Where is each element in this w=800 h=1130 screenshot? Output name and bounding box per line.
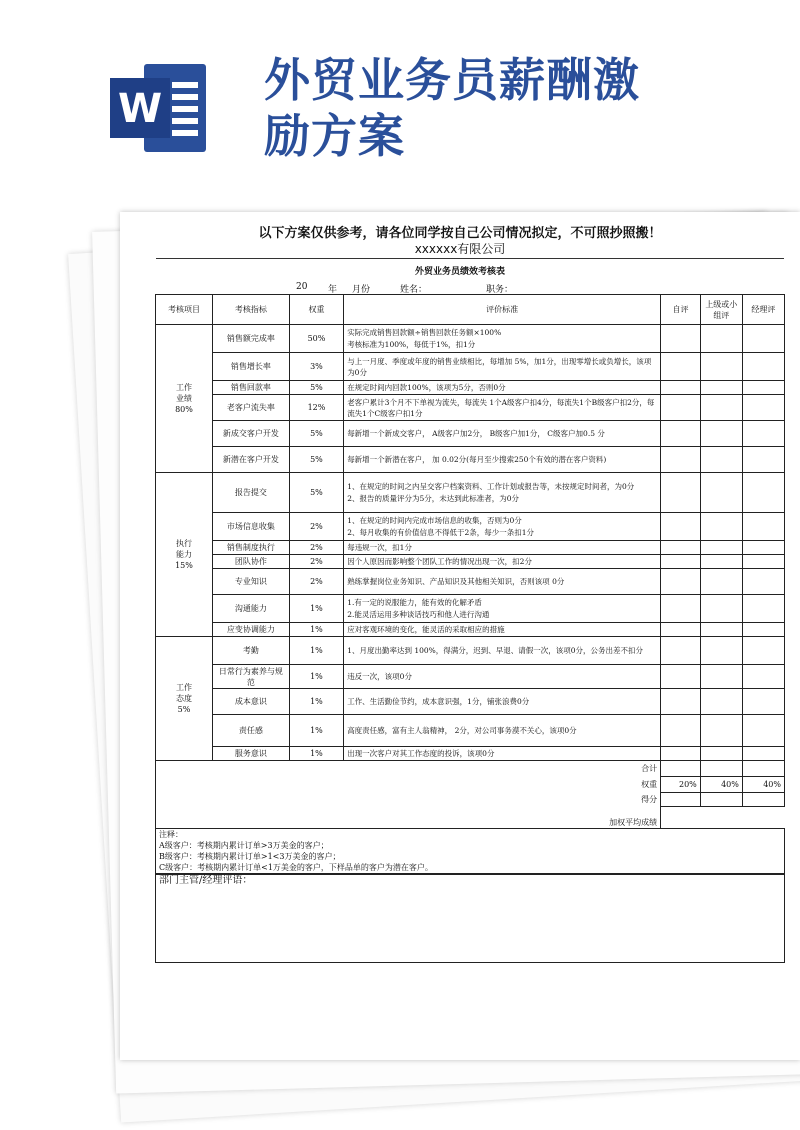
criteria-cell <box>344 623 661 637</box>
meta-year: 20 <box>296 282 308 292</box>
supervisor-score-cell[interactable] <box>700 569 742 595</box>
weight-cell: 2% <box>289 569 343 595</box>
self-score-cell[interactable] <box>661 447 701 473</box>
group-cell <box>156 473 213 637</box>
manager-score-cell[interactable] <box>742 421 784 447</box>
supervisor-score-cell[interactable] <box>700 555 742 569</box>
manager-score-cell[interactable] <box>742 473 784 513</box>
weight-cell: 1% <box>289 623 343 637</box>
indicator-cell: 销售回款率 <box>212 381 289 395</box>
self-score-cell[interactable] <box>661 747 701 761</box>
summary-value[interactable] <box>661 793 701 807</box>
document-page <box>120 212 800 1060</box>
criteria-line: 2、每月收集的有价值信息不得低于2条，每少一条扣1分 <box>347 528 535 537</box>
criteria-cell <box>344 541 661 555</box>
comment-cell[interactable] <box>156 874 785 962</box>
weight-cell: 2% <box>289 555 343 569</box>
weight-cell: 12% <box>289 395 343 421</box>
criteria-cell <box>344 381 661 395</box>
self-score-cell[interactable] <box>661 381 701 395</box>
summary-value[interactable]: 40% <box>742 777 784 793</box>
supervisor-score-cell[interactable] <box>700 747 742 761</box>
weight-cell: 1% <box>289 665 343 689</box>
criteria-line: 2、报告的质量评分为5分，未达到此标准者，为0分 <box>347 494 520 503</box>
summary-label: 加权平均成绩 <box>156 807 661 829</box>
manager-score-cell[interactable] <box>742 381 784 395</box>
weight-cell: 5% <box>289 473 343 513</box>
notes-cell <box>156 829 785 875</box>
manager-score-cell[interactable] <box>742 637 784 665</box>
total-row <box>156 761 785 777</box>
indicator-cell: 销售制度执行 <box>212 541 289 555</box>
criteria-line: 因个人原因而影响整个团队工作的情况出现一次，扣2分 <box>347 557 532 566</box>
indicator-cell: 新潜在客户开发 <box>212 447 289 473</box>
group-label: 执行 <box>175 539 192 548</box>
supervisor-score-cell[interactable] <box>700 447 742 473</box>
summary-value[interactable] <box>700 807 742 829</box>
weight-cell: 5% <box>289 421 343 447</box>
self-score-cell[interactable] <box>661 637 701 665</box>
criteria-line: 2.能灵活运用多种谈话技巧和他人进行沟通 <box>347 610 490 619</box>
word-document-icon <box>108 58 210 158</box>
company-name: xxxxxx有限公司 <box>414 242 506 256</box>
criteria-cell <box>344 689 661 715</box>
weight-row <box>156 777 785 793</box>
criteria-line: 与上一月度、季度或年度的销售业绩相比，每增加 5%，加1分，出现零增长或负增长，该项为0分 <box>347 356 652 377</box>
criteria-line: 在规定时间内回款100%，该项为5分，否则0分 <box>347 383 506 392</box>
meta-position-label: 职务： <box>486 285 514 295</box>
header-cell: 评价标准 <box>344 295 661 325</box>
table-row <box>156 569 785 595</box>
notice-text: 以下方案仅供参考，请各位同学按自己公司情况拟定，不可照抄照搬！ <box>258 226 662 241</box>
table-row <box>156 623 785 637</box>
criteria-cell <box>344 747 661 761</box>
self-score-cell[interactable] <box>661 395 701 421</box>
manager-score-cell[interactable] <box>742 715 784 747</box>
group-cell <box>156 325 213 473</box>
header-cell: 上级或小组评 <box>700 295 742 325</box>
table-row <box>156 447 785 473</box>
criteria-line: 工作、生活勤俭节约，成本意识强，1分，铺张浪费0分 <box>347 697 530 706</box>
self-score-cell[interactable] <box>661 689 701 715</box>
criteria-line: 每违规一次，扣1分 <box>347 543 412 552</box>
manager-score-cell[interactable] <box>742 541 784 555</box>
criteria-line: 熟练掌握岗位业务知识、产品知识及其他相关知识，否则该项 0分 <box>347 577 565 586</box>
supervisor-score-cell[interactable] <box>700 665 742 689</box>
manager-score-cell[interactable] <box>742 353 784 381</box>
indicator-cell: 市场信息收集 <box>212 513 289 541</box>
self-score-cell[interactable] <box>661 665 701 689</box>
manager-score-cell[interactable] <box>742 665 784 689</box>
summary-label: 得分 <box>156 793 661 807</box>
notes-row <box>156 829 785 875</box>
header-cell: 自评 <box>661 295 701 325</box>
summary-value[interactable]: 20% <box>661 777 701 793</box>
manager-score-cell[interactable] <box>742 747 784 761</box>
summary-label: 权重 <box>156 777 661 793</box>
supervisor-score-cell[interactable] <box>700 421 742 447</box>
supervisor-score-cell[interactable] <box>700 325 742 353</box>
banner-title <box>264 52 704 164</box>
indicator-cell: 新成交客户开发 <box>212 421 289 447</box>
group-label: 业绩 <box>175 394 192 403</box>
group-label: 5% <box>177 705 191 714</box>
evaluation-table <box>155 294 785 963</box>
indicator-cell: 考勤 <box>212 637 289 665</box>
svg-text:W: W <box>117 86 163 132</box>
weight-cell: 5% <box>289 381 343 395</box>
banner-title-line1: 外贸业务员薪酬激 <box>264 53 640 107</box>
criteria-cell <box>344 325 661 353</box>
supervisor-score-cell[interactable] <box>700 541 742 555</box>
table-row <box>156 747 785 761</box>
indicator-cell: 服务意识 <box>212 747 289 761</box>
criteria-line: 1、月度出勤率达到 100%，得满分，迟到、早退、请假一次，该项0分，公务出差不扣分 <box>347 646 644 655</box>
comment-row <box>156 874 785 962</box>
divider <box>156 258 784 259</box>
table-row <box>156 325 785 353</box>
criteria-cell <box>344 421 661 447</box>
criteria-line: 实际完成销售回款额÷销售回款任务额×100% <box>347 328 502 337</box>
table-row <box>156 637 785 665</box>
indicator-cell: 老客户流失率 <box>212 395 289 421</box>
criteria-line: 1.有一定的说服能力，能有效的化解矛盾 <box>347 598 482 607</box>
criteria-cell <box>344 665 661 689</box>
criteria-cell <box>344 473 661 513</box>
summary-value[interactable] <box>742 761 784 777</box>
manager-score-cell[interactable] <box>742 325 784 353</box>
supervisor-score-cell[interactable] <box>700 623 742 637</box>
indicator-cell: 销售增长率 <box>212 353 289 381</box>
supervisor-score-cell[interactable] <box>700 513 742 541</box>
table-row <box>156 665 785 689</box>
summary-value[interactable] <box>742 807 784 829</box>
manager-score-cell[interactable] <box>742 395 784 421</box>
weighted-row <box>156 807 785 829</box>
self-score-cell[interactable] <box>661 715 701 747</box>
header-cell: 考核指标 <box>212 295 289 325</box>
indicator-cell: 专业知识 <box>212 569 289 595</box>
meta-month-label: 月份 <box>352 285 371 295</box>
header-cell: 考核项目 <box>156 295 213 325</box>
weight-cell: 1% <box>289 637 343 665</box>
criteria-line: 应对客观环境的变化，能灵活的采取相应的措施 <box>347 625 505 634</box>
self-score-cell[interactable] <box>661 555 701 569</box>
header-row <box>156 295 785 325</box>
weight-cell: 1% <box>289 715 343 747</box>
supervisor-score-cell[interactable] <box>700 353 742 381</box>
criteria-cell <box>344 395 661 421</box>
weight-cell: 1% <box>289 595 343 623</box>
weight-cell: 2% <box>289 513 343 541</box>
header-cell: 经理评 <box>742 295 784 325</box>
meta-name-label: 姓名： <box>400 285 428 295</box>
weight-cell: 3% <box>289 353 343 381</box>
indicator-cell: 责任感 <box>212 715 289 747</box>
meta-year-label: 年 <box>328 285 338 295</box>
criteria-line: 1、在规定的时间内完成市场信息的收集，否则为0分 <box>347 516 522 525</box>
self-score-cell[interactable] <box>661 473 701 513</box>
criteria-cell <box>344 447 661 473</box>
table-row <box>156 513 785 541</box>
group-label: 80% <box>175 405 193 414</box>
form-title: 外贸业务员绩效考核表 <box>414 267 505 277</box>
supervisor-score-cell[interactable] <box>700 715 742 747</box>
table-row <box>156 381 785 395</box>
table-row <box>156 715 785 747</box>
self-score-cell[interactable] <box>661 325 701 353</box>
criteria-line: 每新增一个新潜在客户， 加 0.02分(每月至少搜索250个有效的潜在客户资料) <box>347 455 607 464</box>
manager-score-cell[interactable] <box>742 623 784 637</box>
header-cell: 权重 <box>289 295 343 325</box>
manager-score-cell[interactable] <box>742 569 784 595</box>
group-label: 15% <box>175 561 193 570</box>
criteria-line: 每新增一个新成交客户， A级客户加2分， B级客户加1分， C级客户加0.5 分 <box>347 429 605 438</box>
score-row <box>156 793 785 807</box>
group-label: 工作 <box>175 383 192 392</box>
table-row <box>156 353 785 381</box>
manager-score-cell[interactable] <box>742 595 784 623</box>
indicator-cell: 日常行为素养与规范 <box>212 665 289 689</box>
criteria-line: 考核标准为100%，每低于1%，扣1分 <box>347 340 476 349</box>
weight-cell: 1% <box>289 689 343 715</box>
criteria-cell <box>344 569 661 595</box>
table-row <box>156 473 785 513</box>
summary-value[interactable] <box>661 761 701 777</box>
manager-score-cell[interactable] <box>742 447 784 473</box>
criteria-cell <box>344 555 661 569</box>
notes-line: C级客户：考核期内累计订单<1万美金的客户，下样品单的客户为潜在客户。 <box>159 863 433 872</box>
group-label: 能力 <box>175 550 192 559</box>
criteria-line: 出现一次客户对其工作态度的投诉，该项0分 <box>347 749 495 758</box>
supervisor-score-cell[interactable] <box>700 637 742 665</box>
criteria-line: 违反一次，该项0分 <box>347 672 412 681</box>
weight-cell: 1% <box>289 747 343 761</box>
comment-label: 部门主管/经理评语： <box>159 875 253 886</box>
manager-score-cell[interactable] <box>742 513 784 541</box>
manager-score-cell[interactable] <box>742 555 784 569</box>
criteria-cell <box>344 353 661 381</box>
table-row <box>156 595 785 623</box>
table-row <box>156 421 785 447</box>
group-cell <box>156 637 213 761</box>
self-score-cell[interactable] <box>661 569 701 595</box>
weight-cell: 50% <box>289 325 343 353</box>
indicator-cell: 团队协作 <box>212 555 289 569</box>
criteria-cell <box>344 637 661 665</box>
criteria-cell <box>344 513 661 541</box>
self-score-cell[interactable] <box>661 541 701 555</box>
self-score-cell[interactable] <box>661 623 701 637</box>
weight-cell: 5% <box>289 447 343 473</box>
criteria-line: 高度责任感，富有主人翁精神， 2分，对公司事务漠不关心，该项0分 <box>347 726 577 735</box>
supervisor-score-cell[interactable] <box>700 381 742 395</box>
criteria-line: 老客户累计3个月不下单视为流失，每流失 1个A级客户扣4分，每流失1个B级客户扣2分，每流失1个C级客户扣1分 <box>347 397 655 418</box>
group-label: 态度 <box>175 694 192 703</box>
indicator-cell: 成本意识 <box>212 689 289 715</box>
criteria-line: 1、在规定的时间之内呈交客户档案资料、工作计划或报告等，未按规定时间者，为0分 <box>347 482 635 491</box>
summary-value[interactable] <box>700 793 742 807</box>
group-label: 工作 <box>175 683 192 692</box>
banner-title-line2: 励方案 <box>264 109 405 163</box>
self-score-cell[interactable] <box>661 421 701 447</box>
manager-score-cell[interactable] <box>742 689 784 715</box>
weight-cell: 2% <box>289 541 343 555</box>
self-score-cell[interactable] <box>661 513 701 541</box>
notes-title: 注释： <box>159 830 183 839</box>
criteria-cell <box>344 595 661 623</box>
notes-line: A级客户：考核期内累计订单>3万美金的客户； <box>159 841 329 850</box>
notes-line: B级客户：考核期内累计订单>1<3万美金的客户； <box>159 852 341 861</box>
supervisor-score-cell[interactable] <box>700 595 742 623</box>
self-score-cell[interactable] <box>661 353 701 381</box>
summary-value[interactable]: 40% <box>700 777 742 793</box>
table-row <box>156 689 785 715</box>
supervisor-score-cell[interactable] <box>700 395 742 421</box>
supervisor-score-cell[interactable] <box>700 473 742 513</box>
summary-value[interactable] <box>742 793 784 807</box>
indicator-cell: 应变协调能力 <box>212 623 289 637</box>
criteria-cell <box>344 715 661 747</box>
summary-value[interactable] <box>661 807 701 829</box>
summary-value[interactable] <box>700 761 742 777</box>
table-row <box>156 541 785 555</box>
summary-label: 合计 <box>156 761 661 777</box>
indicator-cell: 沟通能力 <box>212 595 289 623</box>
indicator-cell: 报告提交 <box>212 473 289 513</box>
indicator-cell: 销售额完成率 <box>212 325 289 353</box>
supervisor-score-cell[interactable] <box>700 689 742 715</box>
self-score-cell[interactable] <box>661 595 701 623</box>
table-row <box>156 395 785 421</box>
table-row <box>156 555 785 569</box>
